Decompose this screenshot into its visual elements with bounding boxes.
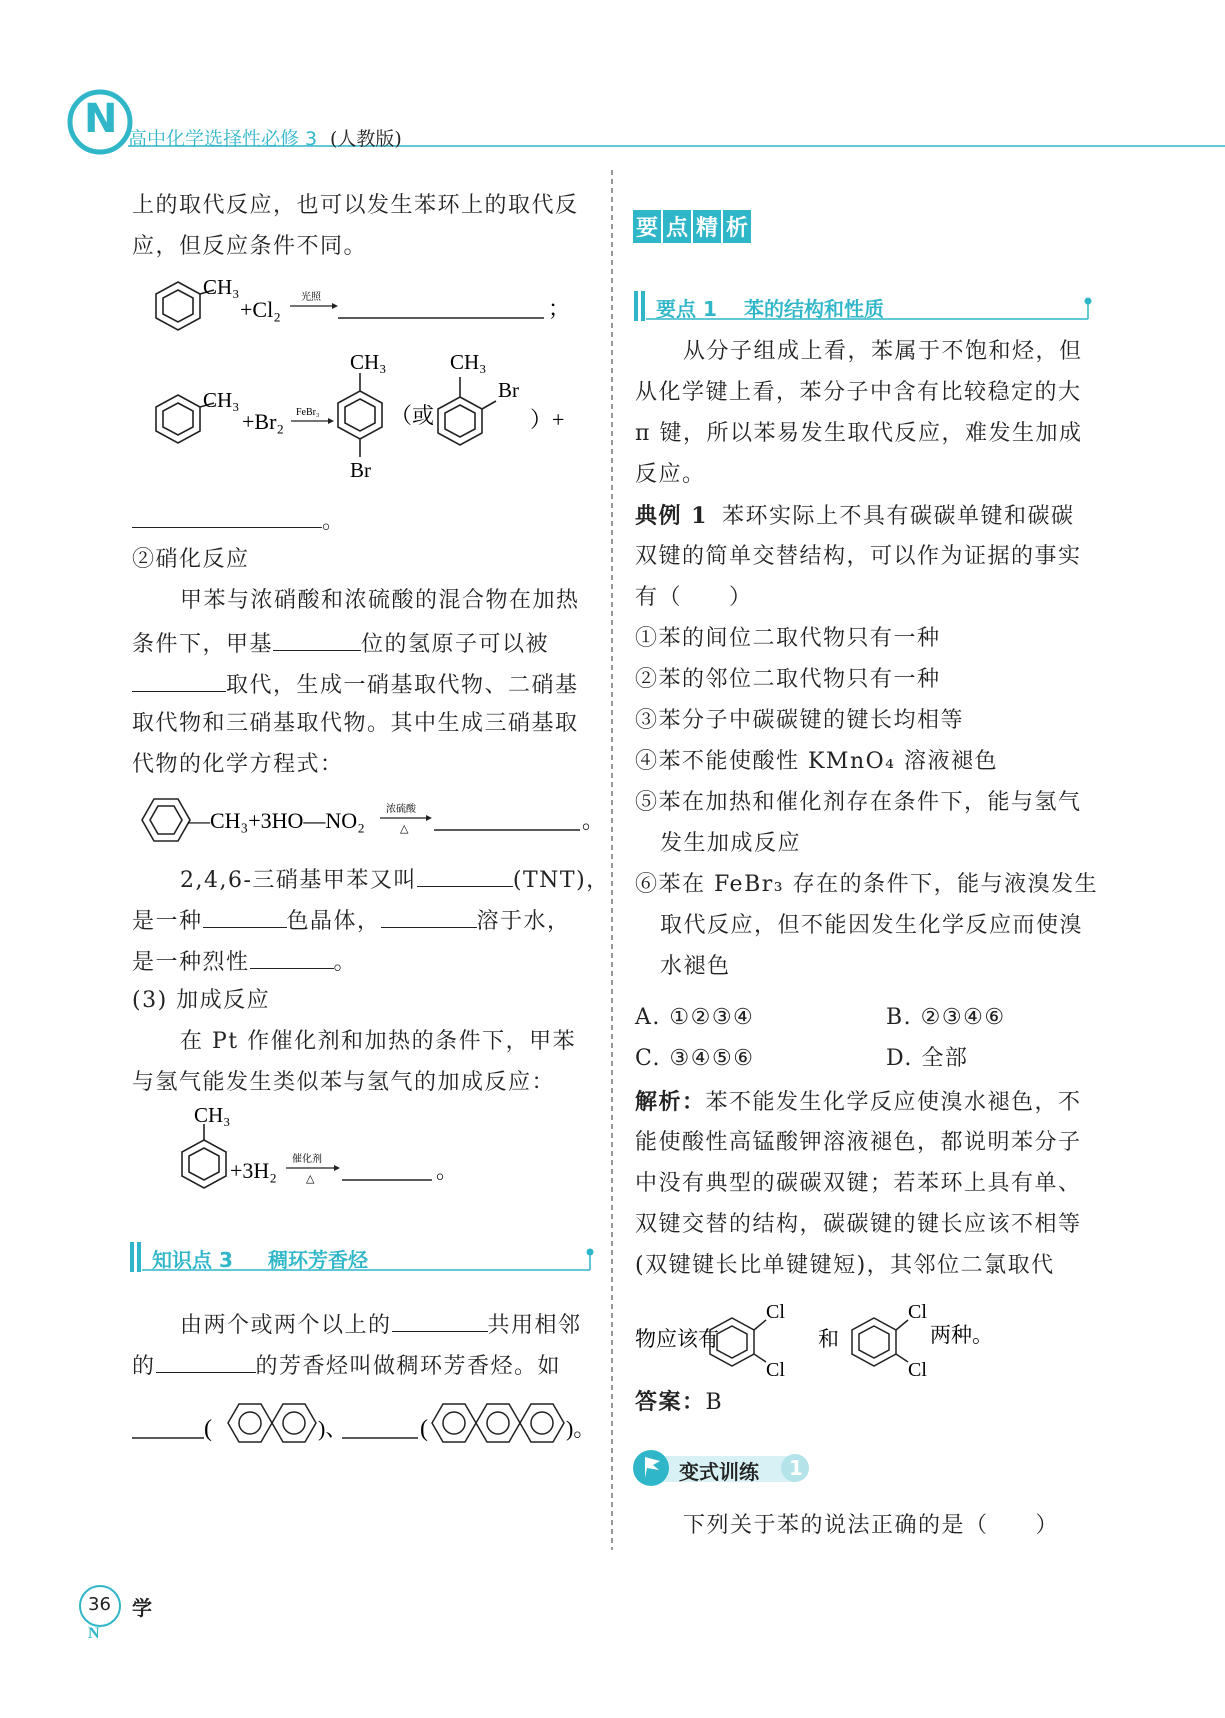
- benzene-ring-icon: [182, 1124, 226, 1188]
- answer-blank: [392, 1309, 488, 1332]
- reagent-label: +Cl₂: [240, 297, 281, 322]
- nitration-title: ②硝化反应: [132, 547, 250, 572]
- svg-text:Cl: Cl: [766, 1359, 785, 1381]
- section-label: 知识点 3: [152, 1248, 233, 1272]
- practice-title: 变式训练: [679, 1460, 759, 1484]
- end-mark: ；: [548, 296, 571, 321]
- tnt-line-3: 是一种烈性 。: [132, 946, 357, 977]
- ch3-label: CH₃: [203, 275, 240, 299]
- section-label: 要点 1: [656, 297, 717, 321]
- svg-text:。: 。: [436, 1158, 459, 1183]
- svg-text:两种。: 两种。: [930, 1323, 993, 1347]
- nitration-para-3: 取代，生成一硝基取代物、二硝基: [132, 669, 579, 700]
- svg-text:物应该有: 物应该有: [635, 1327, 719, 1351]
- nitration-para-5: 代物的化学方程式：: [132, 752, 344, 777]
- point1-para-3: π 键，所以苯易发生取代反应，难发生加成: [635, 421, 1083, 446]
- list-item-cont: 取代反应，但不能因发生化学反应而使溴: [660, 913, 1084, 938]
- list-item-cont: 水褪色: [660, 954, 731, 979]
- anthracene-icon: [432, 1404, 564, 1442]
- point1-para-4: 反应。: [635, 462, 706, 487]
- list-item: ⑥苯在 FeBr₃ 存在的条件下，能与液溴发生: [635, 872, 1099, 897]
- logo-n-icon: N: [84, 96, 118, 142]
- analysis-line-4: 双键交替的结构，碳碳键的键长应该不相等: [635, 1212, 1082, 1237]
- svg-text:催化剂: 催化剂: [292, 1154, 322, 1165]
- section-knowledge-3: [128, 1240, 598, 1274]
- analysis-line-3: 中没有典型的碳碳双键；若苯环上具有单、: [635, 1171, 1082, 1196]
- column-divider: [610, 170, 614, 1550]
- list-item: ⑤苯在加热和催化剂存在条件下，能与氢气: [635, 790, 1082, 815]
- list-item: ③苯分子中碳碳键的键长均相等: [635, 708, 965, 733]
- nitration-para-2: 条件下，甲基 位的氢原子可以被: [132, 628, 549, 659]
- svg-text:(: (: [420, 1416, 428, 1442]
- svg-text:CH₃: CH₃: [194, 1103, 231, 1127]
- point1-para-2: 从化学键上看，苯分子中含有比较稳定的大: [635, 380, 1082, 405]
- addition-title: (3) 加成反应: [132, 988, 271, 1013]
- option-b: B. ②③④⑥: [886, 1005, 1006, 1030]
- answer-blank: [156, 1350, 256, 1373]
- practice-question: 下列关于苯的说法正确的是（ ）: [683, 1513, 1060, 1538]
- practice-header: [633, 1448, 833, 1488]
- list-item-cont: 发生加成反应: [660, 831, 802, 856]
- condition-label: 光照: [301, 292, 321, 303]
- svg-text:)、: )、: [318, 1416, 348, 1441]
- nitration-para-1: 甲苯与浓硝酸和浓硫酸的混合物在加热: [180, 588, 580, 613]
- answer-value: B: [705, 1390, 724, 1415]
- svg-text:Cl: Cl: [766, 1301, 785, 1323]
- answer-line: [635, 1388, 723, 1417]
- svg-text:和: 和: [818, 1327, 839, 1351]
- svg-text:△: △: [306, 1173, 315, 1185]
- section-title: 苯的结构和性质: [744, 297, 884, 321]
- nitration-equation: [128, 790, 605, 850]
- toluene-chlorination-equation: [128, 272, 571, 342]
- benzene-ring-icon: [338, 373, 382, 457]
- benzene-ring-icon: [142, 799, 190, 841]
- answer-label: 答案：: [635, 1389, 706, 1415]
- answer-blank: [250, 946, 334, 969]
- example-label: 典例 1: [635, 503, 708, 529]
- book-title: 高中化学选择性必修 3: [128, 128, 318, 150]
- answer-blank: [417, 864, 513, 887]
- list-item: ②苯的邻位二取代物只有一种: [635, 667, 941, 692]
- answer-blank: [273, 628, 361, 651]
- point1-para-1: 从分子组成上看，苯属于不饱和烃，但: [683, 339, 1083, 364]
- section-title: 稠环芳香烃: [268, 1248, 368, 1272]
- svg-text:+3H₂: +3H₂: [230, 1158, 277, 1183]
- eq2-answer-line: 。: [132, 505, 346, 536]
- badge-char: 点: [663, 210, 691, 243]
- svg-text:。: 。: [582, 808, 605, 833]
- edition-label: (人教版): [330, 128, 402, 150]
- svg-text:（或: （或: [390, 403, 435, 428]
- practice-number: 1: [789, 1456, 803, 1480]
- footer-side-char: 学: [132, 1596, 152, 1620]
- svg-text:CH₃: CH₃: [203, 388, 240, 412]
- badge-char: 析: [723, 210, 751, 243]
- analysis-line-1: 解析：苯不能发生化学反应使溴水褪色，不: [635, 1089, 1082, 1115]
- section-badge: [633, 210, 751, 244]
- svg-text:Br: Br: [350, 458, 371, 482]
- analysis-label: 解析：: [635, 1089, 706, 1115]
- option-d: D. 全部: [886, 1046, 969, 1071]
- svg-text:浓硫酸: 浓硫酸: [386, 804, 416, 815]
- example-line-2: 双键的简单交替结构，可以作为证据的事实: [635, 544, 1082, 569]
- svg-text:+Br₂: +Br₂: [242, 409, 285, 434]
- nitration-para-4: 取代物和三硝基取代物。其中生成三硝基取: [132, 711, 579, 736]
- tnt-line-1: 2,4,6-三硝基甲苯又叫 (TNT)，: [180, 864, 610, 895]
- left-line-1: 上的取代反应，也可以发生苯环上的取代反: [132, 193, 579, 218]
- svg-text:FeBr₃: FeBr₃: [296, 407, 320, 418]
- analysis-line-2: 能使酸性高锰酸钾溶液褪色，都说明苯分子: [635, 1130, 1082, 1155]
- benzene-ring-icon: [156, 282, 200, 330]
- section-point-1: [632, 289, 1096, 323]
- svg-text:CH₃: CH₃: [450, 350, 487, 374]
- page-number: 36: [88, 1594, 111, 1615]
- fused-para-1: 由两个或两个以上的 共用相邻: [180, 1309, 582, 1340]
- fused-para-2: 的 的芳香烃叫做稠环芳香烃。如: [132, 1350, 561, 1381]
- answer-blank: [203, 905, 287, 928]
- answer-blank: [132, 669, 226, 692]
- addition-para-1: 在 Pt 作催化剂和加热的条件下，甲苯: [180, 1029, 577, 1054]
- svg-text:CH₃: CH₃: [350, 350, 387, 374]
- toluene-bromination-equation: [128, 345, 588, 495]
- ortho-dichlorobenzene-icon: [852, 1318, 908, 1366]
- list-item: ①苯的间位二取代物只有一种: [635, 626, 941, 651]
- example-line-3: 有（ ）: [635, 585, 753, 610]
- left-line-2: 应，但反应条件不同。: [132, 234, 368, 259]
- logo-n-icon: N: [88, 1625, 100, 1642]
- option-c: C. ③④⑤⑥: [635, 1046, 755, 1071]
- footer: [70, 1582, 270, 1642]
- option-a: A. ①②③④: [635, 1005, 755, 1030]
- hydrogenation-equation: [168, 1103, 468, 1208]
- svg-text:(: (: [204, 1416, 212, 1442]
- dichlorobenzene-line: [630, 1296, 1100, 1381]
- analysis-line-5: (双键键长比单键键短)，其邻位二氯取代: [635, 1253, 1055, 1278]
- svg-text:Br: Br: [498, 378, 519, 402]
- svg-text:—CH₃+3HO—NO₂: —CH₃+3HO—NO₂: [188, 808, 365, 833]
- list-item: ④苯不能使酸性 KMnO₄ 溶液褪色: [635, 749, 998, 774]
- naphthalene-icon: [228, 1404, 316, 1442]
- svg-text:）+: ）+: [530, 407, 565, 432]
- example-line-1: 典例 1 苯环实际上不具有碳碳单键和碳碳: [635, 503, 1075, 529]
- fused-ring-examples: [128, 1388, 608, 1458]
- tnt-line-2: 是一种 色晶体， 溶于水，: [132, 905, 571, 936]
- header-bar: [0, 0, 1225, 160]
- svg-text:Cl: Cl: [908, 1301, 927, 1323]
- badge-char: 要: [633, 210, 661, 243]
- answer-blank: [132, 505, 322, 528]
- svg-text:Cl: Cl: [908, 1359, 927, 1381]
- answer-blank: [381, 905, 477, 928]
- svg-text:△: △: [400, 823, 409, 835]
- benzene-ring-icon: [156, 395, 200, 443]
- svg-text:)。: )。: [566, 1416, 596, 1441]
- badge-char: 精: [693, 210, 721, 243]
- addition-para-2: 与氢气能发生类似苯与氢气的加成反应：: [132, 1070, 556, 1095]
- benzene-ring-icon: [438, 377, 496, 445]
